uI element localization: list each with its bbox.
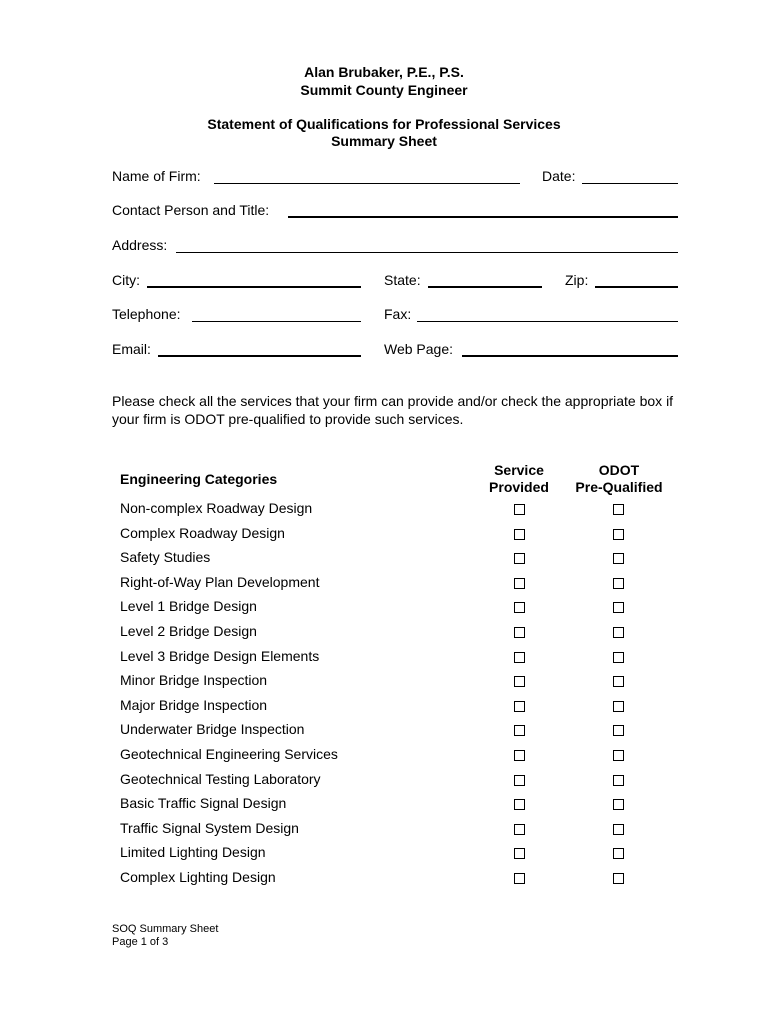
service-provided-checkbox[interactable]	[514, 602, 525, 613]
category-name: Minor Bridge Inspection	[120, 672, 268, 689]
table-row	[0, 697, 768, 721]
category-name: Non-complex Roadway Design	[120, 500, 313, 516]
service-provided-checkbox[interactable]	[514, 553, 525, 564]
odot-header-line1: ODOT	[598, 462, 640, 478]
email-label: Email:	[112, 341, 151, 357]
service-provided-checkbox[interactable]	[514, 799, 525, 810]
service-provided-checkbox[interactable]	[514, 652, 525, 663]
category-name: Right-of-Way Plan Development	[120, 573, 320, 590]
odot-header-line2: Pre-Qualified	[575, 479, 663, 495]
category-name: Traffic Signal System Design	[120, 819, 299, 836]
address-label: Address:	[112, 237, 168, 253]
odot-prequalified-checkbox[interactable]	[613, 553, 624, 564]
category-name: Level 2 Bridge Design	[120, 623, 257, 639]
fax-label: Fax:	[384, 306, 412, 322]
odot-prequalified-checkbox[interactable]	[613, 750, 624, 761]
table-row	[0, 574, 768, 598]
webpage-field[interactable]	[462, 355, 678, 357]
table-row	[0, 598, 768, 622]
footer-doc-name: SOQ Summary Sheet	[112, 923, 219, 935]
service-provided-checkbox[interactable]	[514, 725, 525, 736]
date-field[interactable]	[582, 183, 678, 184]
firm-label: Name of Firm:	[112, 168, 201, 184]
table-row	[0, 549, 768, 573]
service-provided-checkbox[interactable]	[514, 824, 525, 835]
odot-prequalified-checkbox[interactable]	[613, 701, 624, 712]
category-name: Underwater Bridge Inspection	[120, 721, 305, 738]
service-provided-checkbox[interactable]	[514, 627, 525, 638]
odot-prequalified-checkbox[interactable]	[613, 873, 624, 884]
contact-label: Contact Person and Title:	[112, 202, 270, 218]
table-row	[0, 869, 768, 893]
service-provided-checkbox[interactable]	[514, 775, 525, 786]
table-row	[0, 525, 768, 549]
table-row	[0, 672, 768, 696]
document-subtitle: Summary Sheet	[331, 133, 437, 149]
contact-field[interactable]	[288, 216, 678, 218]
table-row	[0, 721, 768, 745]
footer	[112, 923, 218, 949]
service-header-line2: Provided	[489, 479, 549, 495]
date-label: Date:	[542, 168, 576, 184]
footer-page-number: Page 1 of 3	[112, 936, 169, 948]
table-row	[0, 623, 768, 647]
table-row	[0, 820, 768, 844]
table-row	[0, 500, 768, 524]
odot-prequalified-checkbox[interactable]	[613, 848, 624, 859]
odot-prequalified-checkbox[interactable]	[613, 652, 624, 663]
odot-prequalified-header	[564, 462, 674, 496]
telephone-label: Telephone:	[112, 306, 181, 322]
office-title: Summit County Engineer	[300, 82, 468, 98]
category-name: Major Bridge Inspection	[120, 696, 268, 713]
fax-field[interactable]	[417, 321, 678, 322]
service-provided-checkbox[interactable]	[514, 676, 525, 687]
odot-prequalified-checkbox[interactable]	[613, 602, 624, 613]
odot-prequalified-checkbox[interactable]	[613, 627, 624, 638]
service-provided-checkbox[interactable]	[514, 578, 525, 589]
city-field[interactable]	[147, 286, 361, 288]
address-field[interactable]	[176, 252, 678, 253]
odot-prequalified-checkbox[interactable]	[613, 578, 624, 589]
odot-prequalified-checkbox[interactable]	[613, 775, 624, 786]
odot-prequalified-checkbox[interactable]	[613, 824, 624, 835]
state-label: State:	[384, 272, 421, 288]
zip-field[interactable]	[595, 286, 678, 288]
document-title: Statement of Qualifications for Professional Services	[207, 116, 561, 132]
service-provided-checkbox[interactable]	[514, 504, 525, 515]
table-row	[0, 795, 768, 819]
odot-prequalified-checkbox[interactable]	[613, 529, 624, 540]
service-provided-checkbox[interactable]	[514, 873, 525, 884]
table-row	[0, 746, 768, 770]
state-field[interactable]	[428, 286, 542, 288]
category-name: Geotechnical Engineering Services	[120, 746, 338, 762]
webpage-label: Web Page:	[384, 341, 454, 357]
category-name: Complex Lighting Design	[120, 869, 276, 885]
table-row	[0, 844, 768, 868]
category-name: Limited Lighting Design	[120, 844, 266, 861]
telephone-field[interactable]	[192, 321, 361, 322]
service-provided-checkbox[interactable]	[514, 529, 525, 540]
service-provided-checkbox[interactable]	[514, 750, 525, 761]
service-header-line1: Service	[494, 462, 544, 478]
instructions: Please check all the services that your firm can provide and/or check the appropriate box if your firm is ODOT pre-qualified to provide such services.	[112, 393, 674, 427]
category-name: Safety Studies	[120, 549, 211, 566]
odot-prequalified-checkbox[interactable]	[613, 799, 624, 810]
category-name: Level 3 Bridge Design Elements	[120, 647, 320, 664]
odot-prequalified-checkbox[interactable]	[613, 676, 624, 687]
table-row	[0, 648, 768, 672]
odot-prequalified-checkbox[interactable]	[613, 725, 624, 736]
category-name: Basic Traffic Signal Design	[120, 795, 287, 812]
category-name: Level 1 Bridge Design	[120, 598, 257, 615]
city-label: City:	[112, 272, 140, 288]
service-provided-header	[474, 462, 564, 496]
zip-label: Zip:	[565, 272, 589, 288]
firm-field[interactable]	[214, 183, 520, 184]
odot-prequalified-checkbox[interactable]	[613, 504, 624, 515]
category-name: Complex Roadway Design	[120, 524, 285, 541]
category-name: Geotechnical Testing Laboratory	[120, 770, 321, 787]
category-header: Engineering Categories	[120, 471, 278, 487]
email-field[interactable]	[158, 355, 361, 357]
table-row	[0, 771, 768, 795]
engineer-name: Alan Brubaker, P.E., P.S.	[304, 64, 464, 80]
service-provided-checkbox[interactable]	[514, 848, 525, 859]
service-provided-checkbox[interactable]	[514, 701, 525, 712]
